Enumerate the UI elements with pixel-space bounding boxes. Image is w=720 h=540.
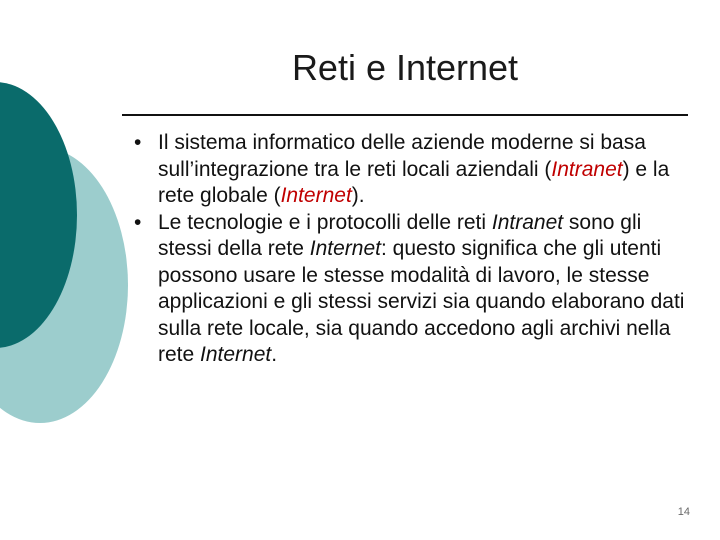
bullet-list [130, 130, 700, 369]
title-divider [122, 114, 688, 116]
bullet-1-intranet: Intranet [551, 157, 623, 181]
slide-title: Reti e Internet [291, 47, 519, 88]
bullet-2-text: Le tecnologie e i protocolli delle reti [158, 210, 492, 234]
bullet-2-text-4: . [271, 343, 278, 366]
bullet-2-internet: Internet [309, 237, 381, 260]
bullet-marker: • [134, 131, 142, 154]
bullet-1-internet: Internet [280, 184, 352, 207]
bullet-item-1 [130, 130, 700, 210]
bullet-item-2 [130, 210, 700, 369]
bullet-1-text: Il sistema informatico delle aziende moderne si basa sull’integrazione tra le reti locali aziendali ( [158, 131, 646, 181]
page-number: 14 [677, 506, 690, 518]
bullet-1-text-3: ). [351, 184, 365, 207]
bullet-2-intranet: Intranet [491, 210, 564, 234]
bullet-2-internet-2: Internet [200, 343, 272, 366]
bullet-2-text-2: sono gli stessi della rete [158, 210, 642, 260]
bullet-2-text-3: : questo significa che gli utenti possono usare le stesse modalità di lavoro, le stesse applicazioni e gli stessi servizi sia quando elaborano dati sulla rete locale, sia quando accedono agli archivi nella rete [158, 237, 685, 366]
bullet-1-text-2: ) e la rete globale ( [158, 157, 670, 207]
bullet-marker: • [134, 210, 142, 234]
